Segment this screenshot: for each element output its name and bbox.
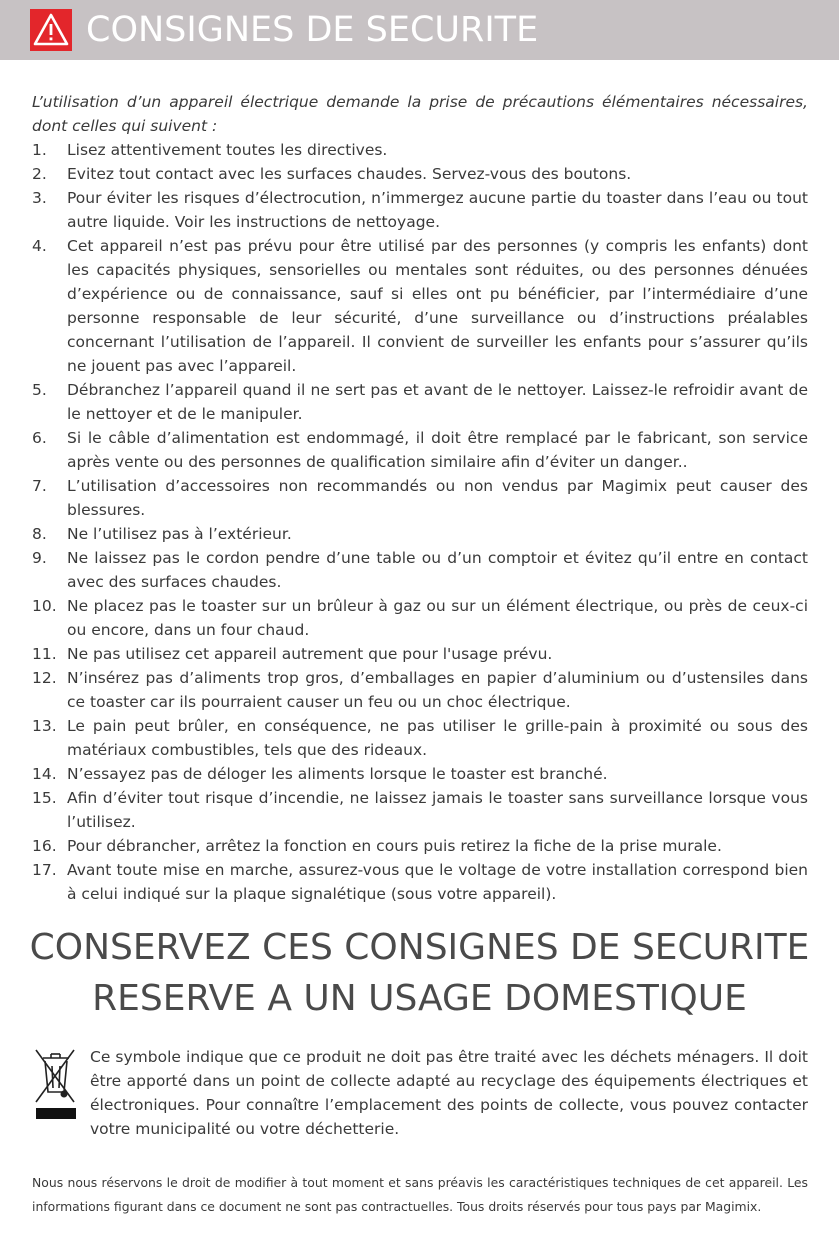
list-item-number: 11. bbox=[32, 645, 57, 663]
list-item-number: 6. bbox=[32, 429, 47, 447]
list-item bbox=[32, 162, 808, 186]
list-item-number: 15. bbox=[32, 789, 57, 807]
list-item bbox=[32, 786, 808, 834]
domestic-use-notice: RESERVE A UN USAGE DOMESTIQUE bbox=[92, 978, 747, 1019]
instruction-list bbox=[32, 138, 808, 906]
list-item-text: Ne pas utilisez cet appareil autrement que pour l'usage prévu. bbox=[67, 645, 553, 663]
list-item-text: Le pain peut brûler, en conséquence, ne pas utiliser le grille-pain à proximité ou sous des matériaux combustibles, tels que des rideaux. bbox=[67, 717, 808, 759]
keep-instructions-notice: CONSERVEZ CES CONSIGNES DE SECURITE bbox=[29, 927, 810, 968]
list-item-number: 16. bbox=[32, 837, 57, 855]
list-item-text: Afin d’éviter tout risque d’incendie, ne laissez jamais le toaster sans surveillance lorsque vous l’utilisez. bbox=[67, 789, 808, 831]
list-item-number: 5. bbox=[32, 381, 47, 399]
list-item bbox=[32, 666, 808, 714]
crossed-out-wheelie-bin-icon bbox=[34, 1046, 76, 1122]
list-item bbox=[32, 234, 808, 378]
list-item-number: 14. bbox=[32, 765, 57, 783]
list-item bbox=[32, 714, 808, 762]
list-item bbox=[32, 186, 808, 234]
list-item-number: 4. bbox=[32, 237, 47, 255]
list-item bbox=[32, 138, 808, 162]
list-item bbox=[32, 834, 808, 858]
list-item-number: 13. bbox=[32, 717, 57, 735]
list-item-text: Lisez attentivement toutes les directives. bbox=[67, 141, 388, 159]
list-item bbox=[32, 474, 808, 522]
list-item-text: N’essayez pas de déloger les aliments lorsque le toaster est branché. bbox=[67, 765, 608, 783]
list-item-number: 8. bbox=[32, 525, 47, 543]
list-item-text: Débranchez l’appareil quand il ne sert pas et avant de le nettoyer. Laissez-le refroidir avant de le nettoyer et de le manipuler. bbox=[67, 381, 808, 423]
list-item bbox=[32, 762, 808, 786]
list-item bbox=[32, 378, 808, 426]
page-title: CONSIGNES DE SECURITE bbox=[86, 10, 539, 50]
list-item-number: 2. bbox=[32, 165, 47, 183]
header-bar bbox=[0, 0, 839, 60]
list-item-number: 12. bbox=[32, 669, 57, 687]
list-item bbox=[32, 426, 808, 474]
list-item-number: 3. bbox=[32, 189, 47, 207]
intro-text: L’utilisation d’un appareil électrique demande la prise de précautions élémentaires nécessaires, dont celles qui suivent : bbox=[32, 93, 808, 135]
list-item-text: Cet appareil n’est pas prévu pour être utilisé par des personnes (y compris les enfants) dont les capacités physiques, sensorielles ou mentales sont réduites, ou des personnes dénuées d’expérience ou de connaissance, sauf si elles ont pu bénéficier, par l’intermédiaire d’une personne responsable de leur sécurité, d’une surveillance ou d’instructions préalables concernant l’utilisation de l’appareil. Il convient de surveiller les enfants pour s’assurer qu’ils ne jouent pas avec l’appareil. bbox=[67, 237, 808, 375]
list-item-text: L’utilisation d’accessoires non recommandés ou non vendus par Magimix peut causer des blessures. bbox=[67, 477, 808, 519]
list-item bbox=[32, 858, 808, 906]
list-item-text: Pour débrancher, arrêtez la fonction en cours puis retirez la fiche de la prise murale. bbox=[67, 837, 722, 855]
list-item-number: 17. bbox=[32, 861, 57, 879]
list-item bbox=[32, 642, 808, 666]
list-item-number: 9. bbox=[32, 549, 47, 567]
list-item-text: N’insérez pas d’aliments trop gros, d’emballages en papier d’aluminium ou d’ustensiles dans ce toaster car ils pourraient causer un feu ou un choc électrique. bbox=[67, 669, 808, 711]
list-item-text: Ne l’utilisez pas à l’extérieur. bbox=[67, 525, 292, 543]
list-item-number: 7. bbox=[32, 477, 47, 495]
list-item-text: Pour éviter les risques d’électrocution, n’immergez aucune partie du toaster dans l’eau ou tout autre liquide. Voir les instructions de nettoyage. bbox=[67, 189, 808, 231]
list-item bbox=[32, 522, 808, 546]
safety-instructions bbox=[32, 90, 808, 906]
list-item-number: 1. bbox=[32, 141, 47, 159]
list-item-text: Evitez tout contact avec les surfaces chaudes. Servez-vous des boutons. bbox=[67, 165, 632, 183]
list-item-text: Avant toute mise en marche, assurez-vous que le voltage de votre installation correspond bien à celui indiqué sur la plaque signalétique (sous votre appareil). bbox=[67, 861, 808, 903]
list-item-text: Ne laissez pas le cordon pendre d’une table ou d’un comptoir et évitez qu’il entre en contact avec des surfaces chaudes. bbox=[67, 549, 808, 591]
warning-triangle-icon bbox=[30, 9, 72, 51]
list-item bbox=[32, 594, 808, 642]
list-item-number: 10. bbox=[32, 597, 57, 615]
recycling-notice: Ce symbole indique que ce produit ne doit pas être traité avec les déchets ménagers. Il doit être apporté dans un point de collecte adapté au recyclage des équipements électriques et électroniques. Pour connaître l’emplacement des points de collecte, vous pouvez contacter votre municipalité ou votre déchetterie. bbox=[90, 1048, 808, 1138]
list-item bbox=[32, 546, 808, 594]
list-item-text: Si le câble d’alimentation est endommagé, il doit être remplacé par le fabricant, son service après vente ou des personnes de qualification similaire afin d’éviter un danger.. bbox=[67, 429, 808, 471]
legal-footer: Nous nous réservons le droit de modifier à tout moment et sans préavis les caractéristiques techniques de cet appareil. Les informations figurant dans ce document ne sont pas contractuelles. Tous droits réservés pour tous pays par Magimix. bbox=[32, 1175, 808, 1214]
list-item-text: Ne placez pas le toaster sur un brûleur à gaz ou sur un élément électrique, ou près de ceux-ci ou encore, dans un four chaud. bbox=[67, 597, 808, 639]
